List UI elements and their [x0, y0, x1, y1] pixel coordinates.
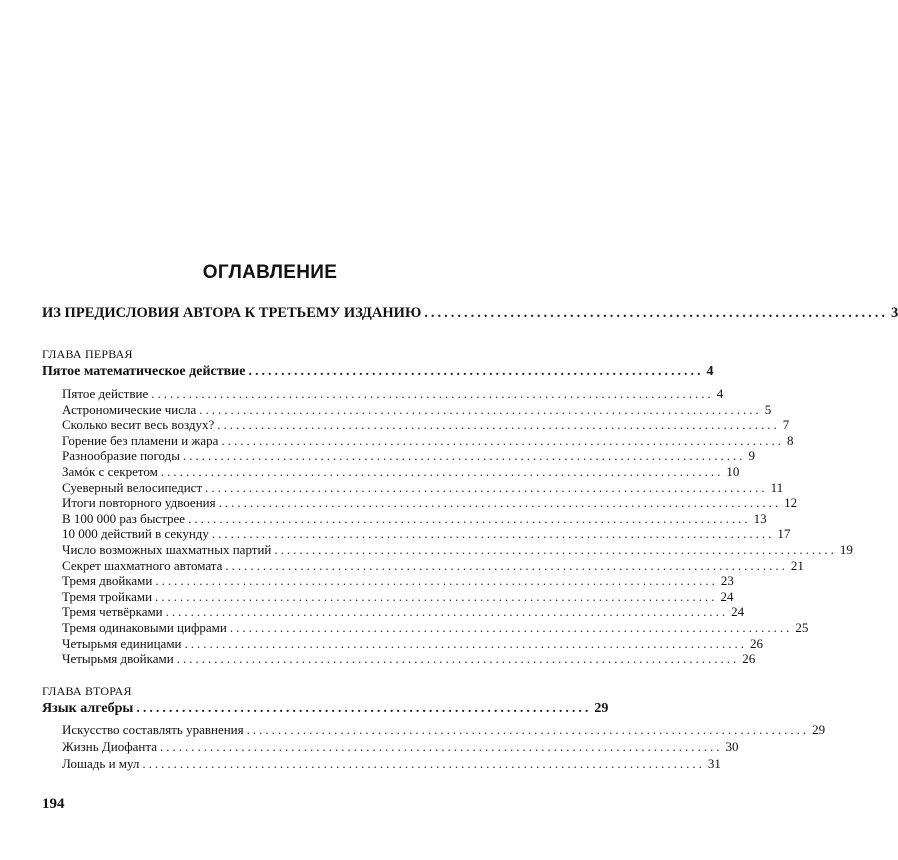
leader-dots: .......................................................................................... — [165, 604, 729, 620]
leader-dots: .......................................................................................... — [205, 479, 768, 495]
toc-entry — [62, 635, 764, 652]
toc-entry-label: В 100 000 раз быстрее — [62, 510, 186, 526]
toc-entry-label: Пятое математическое действие — [42, 364, 246, 379]
leader-dots: .......................................................................................... — [199, 401, 762, 417]
toc-entry-page: 24 — [720, 588, 734, 604]
toc-entry-label: Секрет шахматного автомата — [62, 557, 223, 573]
toc-entry-page: 25 — [795, 620, 809, 635]
leader-dots: .......................................................................................... — [217, 417, 780, 433]
toc-entry-page: 11 — [770, 479, 784, 495]
leader-dots: .......................................................................................... — [184, 635, 748, 651]
toc-entry-page: 13 — [753, 510, 767, 526]
toc-entry-label: Тремя одинаковыми цифрами — [62, 620, 227, 635]
toc-entry-page: 4 — [706, 364, 714, 379]
leader-dots: .......................................................................................... — [142, 756, 705, 771]
toc-entry — [62, 448, 756, 464]
toc-entry — [62, 573, 734, 589]
toc-entry — [62, 386, 724, 402]
leader-dots: ...................................................................... — [136, 701, 592, 716]
leader-dots: .......................................................................................... — [211, 526, 775, 542]
toc-entry-label: Тремя тройками — [62, 588, 153, 604]
toc-entry-label: Замóк с секретом — [62, 464, 158, 479]
toc-entry-page: 12 — [784, 495, 798, 511]
toc-entry-label: Сколько весит весь воздух? — [62, 417, 215, 433]
toc-entry-page: 19 — [839, 542, 853, 557]
toc-entry-page: 29 — [812, 722, 826, 737]
toc-entry-label: Разнообразие погоды — [62, 448, 181, 464]
toc-entry-label: Тремя четвёрками — [62, 604, 163, 620]
toc-entry-page: 24 — [731, 604, 745, 620]
toc-entry-label: 10 000 действий в секунду — [62, 526, 209, 542]
toc-entry — [62, 542, 853, 558]
toc-entry-label: Четырьмя двойками — [62, 651, 174, 667]
toc-entry-page: 7 — [782, 417, 790, 433]
chapter-1-title-entry — [42, 364, 714, 380]
leader-dots: .......................................................................................... — [229, 620, 793, 635]
toc-entry — [62, 479, 784, 496]
toc-entry-page: 30 — [725, 739, 739, 754]
toc-entry — [62, 464, 740, 480]
leader-dots: .......................................................................................... — [274, 542, 837, 557]
toc-entry — [62, 620, 809, 636]
chapter-2-label: ГЛАВА ВТОРАЯ — [42, 684, 132, 698]
toc-entry-label: Язык алгебры — [42, 701, 134, 716]
leader-dots: .......................................................................................... — [176, 651, 740, 667]
toc-entry-label: Тремя двойками — [62, 573, 153, 589]
leader-dots: .......................................................................................... — [151, 386, 714, 401]
toc-entry — [62, 401, 772, 418]
toc-entry — [62, 557, 804, 574]
toc-entry-page: 10 — [726, 464, 740, 479]
leader-dots: .......................................................................................... — [155, 573, 718, 589]
toc-entry — [62, 756, 721, 772]
toc-entry — [62, 739, 739, 755]
leader-dots: .......................................................................................... — [225, 557, 788, 573]
chapter-2-title-entry — [42, 701, 609, 717]
chapter-1-label: ГЛАВА ПЕРВАЯ — [42, 347, 133, 361]
toc-entry-label: Итоги повторного удвоения — [62, 495, 216, 511]
toc-entry — [62, 604, 745, 620]
leader-dots: .......................................................................................... — [155, 588, 718, 604]
toc-entry-page: 8 — [786, 432, 794, 448]
toc-entry-label: Число возможных шахматных партий — [62, 542, 272, 557]
toc-entry-page: 26 — [750, 635, 764, 651]
toc-entry-label: Лошадь и мул — [62, 756, 140, 771]
toc-entry — [62, 651, 756, 667]
toc-entry-page: 29 — [594, 701, 609, 716]
toc-entry-label: Астрономические числа — [62, 401, 197, 417]
leader-dots: .......................................................................................... — [160, 464, 724, 479]
toc-entry-page: 23 — [720, 573, 734, 589]
leader-dots: .......................................................................................... — [159, 739, 723, 754]
toc-entry-page: 9 — [748, 448, 756, 464]
toc-entry — [62, 526, 791, 542]
toc-entry — [62, 495, 798, 511]
toc-entry-page: 5 — [764, 401, 772, 417]
page-number: 194 — [42, 796, 65, 812]
toc-entry-page: 31 — [707, 756, 721, 771]
toc-entry-label: ИЗ ПРЕДИСЛОВИЯ АВТОРА К ТРЕТЬЕМУ ИЗДАНИЮ — [42, 305, 422, 321]
toc-entry-page: 26 — [742, 651, 756, 667]
toc-entry — [62, 432, 794, 449]
leader-dots: .......................................................................................... — [218, 495, 782, 511]
toc-entry-label: Суеверный велосипедист — [62, 479, 203, 495]
leader-dots: ...................................................................... — [424, 305, 889, 321]
toc-entry — [62, 510, 767, 527]
toc-entry-label: Пятое действие — [62, 386, 149, 401]
leader-dots: .......................................................................................... — [221, 432, 784, 448]
leader-dots: .......................................................................................... — [246, 722, 810, 737]
toc-entry — [62, 417, 790, 433]
toc-entry-label: Горение без пламени и жара — [62, 432, 219, 448]
leader-dots: ...................................................................... — [248, 364, 704, 379]
toc-title: ОГЛАВЛЕНИЕ — [202, 262, 338, 283]
toc-entry-label: Четырьмя единицами — [62, 635, 182, 651]
toc-preface-entry — [42, 305, 898, 322]
leader-dots: .......................................................................................... — [188, 510, 751, 526]
toc-entry-page: 3 — [891, 305, 898, 321]
toc-entry — [62, 588, 734, 605]
leader-dots: .......................................................................................... — [183, 448, 746, 464]
toc-entry — [62, 722, 826, 738]
toc-entry-page: 4 — [716, 386, 724, 401]
toc-entry-page: 21 — [790, 557, 804, 573]
toc-entry-label: Жизнь Диофанта — [62, 739, 157, 754]
toc-entry-label: Искусство составлять уравнения — [62, 722, 244, 737]
toc-entry-page: 17 — [777, 526, 791, 542]
